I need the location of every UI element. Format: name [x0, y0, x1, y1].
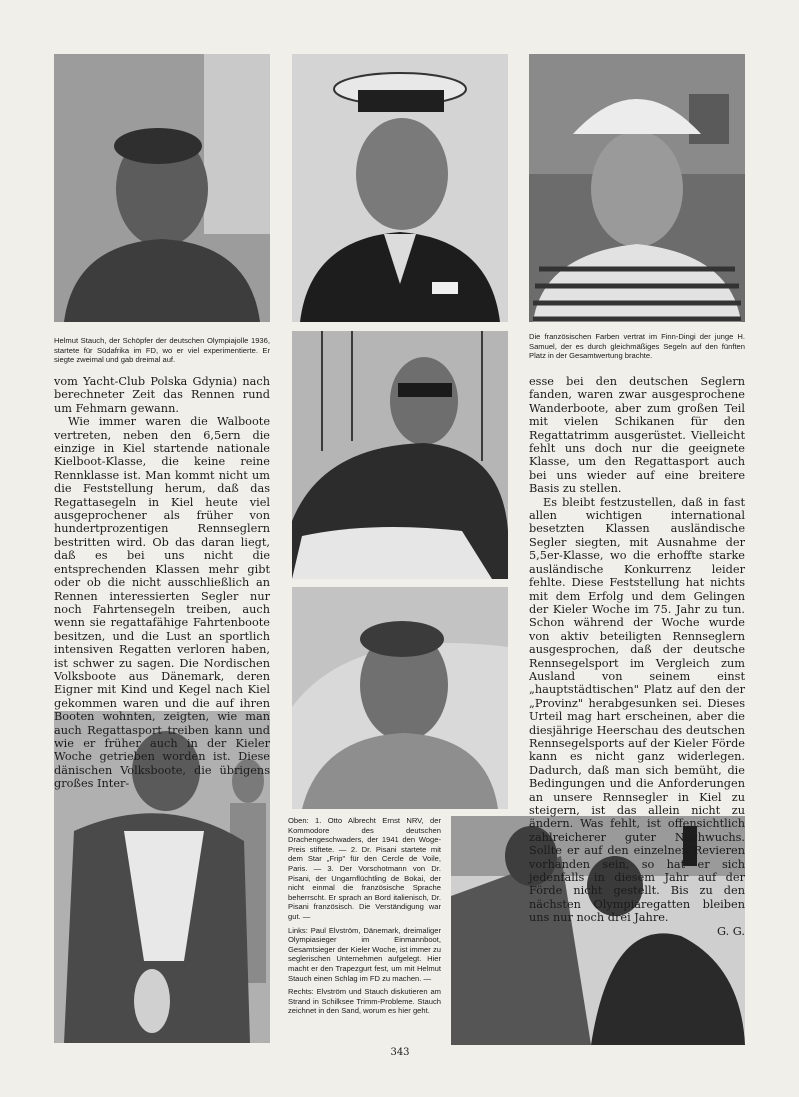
portrait-figure-icon [292, 587, 508, 809]
photo-commodore [292, 54, 508, 322]
caption-block [288, 816, 441, 1020]
page-number: 343 [390, 1047, 410, 1058]
caption-links: Links: Paul Elvström, Dänemark, dreimaliger Olympiasieger im Einmannboot, Gesamtsieger der Kieler Woche, ist immer zu seglerischen Unternehmen aufgelegt. Hier macht er den Trapezgurt fest, um mit Helmut Stauch einen Schlag im FD zu machen. — [288, 925, 441, 983]
caption-rechts: Rechts: Elvström und Stauch diskutieren am Strand in Schilksee Trimm-Probleme. Stauch zeichnet in den Sand, worum es hier geht. [288, 987, 441, 1016]
portrait-figure-icon [529, 54, 745, 322]
caption-h-samuel: Die französischen Farben vertrat im Finn-Dingi der junge H. Samuel, der es durch gleichmäßiges Segeln auf den fünften Platz in der Gesamtwertung brachte. [529, 332, 745, 361]
article-paragraph: Es bleibt festzustellen, daß in fast allen wichtigen international besetzten Klassen ausländische Segler siegten, mit Ausnahme der 5,5er-Klasse, wo die erhoffte starke ausländische Konkurrenz leider fehlte. Diese Feststellung hat nichts mit dem Erfolg und dem Gelingen der Kieler Woche im 75. Jahr zu tun. Schon während der Woche wurde von aktiv beteiligten Rennseglern ausgesprochen, daß der deutsche Rennsegelsport im Vergleich zum Ausland von seinem einst „hauptstädtischen" Platz auf den der „Provinz" herabgesunken sei. Dieses Urteil mag hart erscheinen, aber die diesjährige Heerschau des deutschen Rennsegelsports auf der Kieler Förde kann es nicht ganz widerlegen. Dadurch, daß man sich bemüht, die Bedingungen und die Anforderungen an unsere Rennsegler in Kiel zu steigern, ist das allein nicht zu ändern. Was fehlt, ist offensichtlich zahlreicherer guter Nachwuchs. Sollte er auf den einzelnen Revieren vorhanden sein, so hat er sich jedenfalls in diesem Jahr auf der Förde nicht gestellt. Bis zu den nächsten Olympiaregatten bleiben uns nur noch drei Jahre. [529, 495, 745, 925]
portrait-figure-icon [292, 331, 508, 579]
caption-helmut-stauch: Helmut Stauch, der Schöpfer der deutschen Olympiajolle 1936, startete für Südafrika im FD, wo er viel experimentierte. Er siegte zweimal und gab dreimal auf. [54, 336, 270, 365]
photo-vorschotmann [292, 587, 508, 809]
photo-helmut-stauch [54, 54, 270, 322]
photo-h-samuel [529, 54, 745, 322]
article-paragraph: Wie immer waren die Walboote vertreten, neben den 6,5ern die einzige in Kiel startende nationale Kielboot-Klasse, die keine reine Rennklasse ist. Man kommt nicht um die Feststellung herum, daß das Regattasegeln in Kiel heute viel ausgeprochener als früher von hundertprozentigen Rennseglern bestritten wird. Ob das daran liegt, daß es bei uns nicht die entsprechenden Klassen mehr gibt oder ob die nicht ausschließlich an Rennen interessierten Segler nur noch Fahrtensegeln treiben, auch wenn sie regattafähige Fahrtenboote besitzen, und die Lust an sportlich intensiven Regatten verloren haben, ist schwer zu sagen. Die Nordischen Volksboote aus Dänemark, deren Eigner mit Kind und Kegel nach Kiel gekommen waren und die auf ihren Booten wohnten, zeigten, wie man auch Regattasport treiben kann und wie er früher auch in der Kieler Woche getrieben worden ist. Diese dänischen Volksboote, die übrigens großes Inter- [54, 415, 270, 791]
article-paragraph: esse bei den deutschen Seglern fanden, waren zwar ausgesprochene Wanderboote, aber zum großen Teil mit vielen Schikanen für den Regattatrimm ausgerüstet. Vielleicht fehlt uns doch nur die geeignete Klasse, um den Regattasport auch bei uns wieder auf eine breitere Basis zu stellen. [529, 375, 745, 496]
portrait-figure-icon [292, 54, 508, 322]
caption-oben: Oben: 1. Otto Albrecht Ernst NRV, der Kommodore des deutschen Drachengeschwaders, der 1941 den Woge-Preis stiftete. — 2. Dr. Pisani startete mit dem Star „Frip" für den Cercle de Voile, Paris. — 3. Der Vorschotmann von Dr. Pisani, der Ungarnflüchtling de Bokai, der nicht einmal die französische Sprache beherrscht. Er sprach an Bord italienisch, Dr. Pisani französisch. Die Verständigung war gut. — [288, 816, 441, 921]
article-right-column [529, 375, 745, 938]
photo-dr-pisani [292, 331, 508, 579]
article-left-column [54, 375, 270, 791]
article-paragraph: vom Yacht-Club Polska Gdynia) nach berechneter Zeit das Rennen rund um Fehmarn gewann. [54, 375, 270, 415]
portrait-figure-icon [54, 54, 270, 322]
author-signature: G. G. [716, 924, 745, 938]
